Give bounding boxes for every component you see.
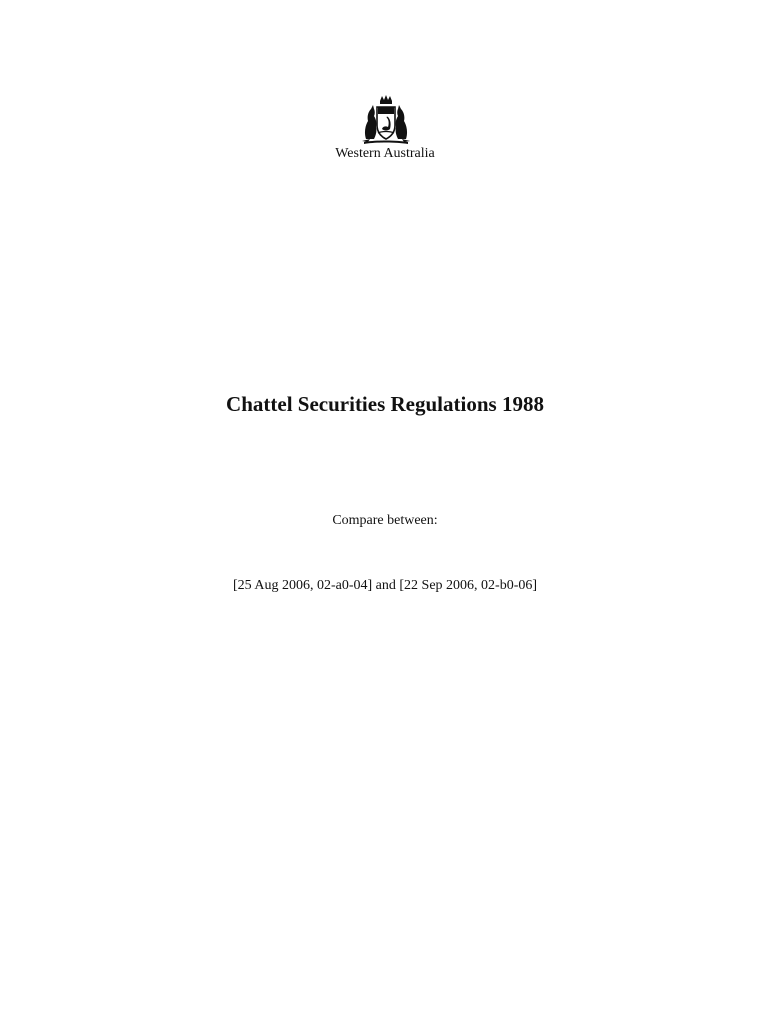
compare-range: [25 Aug 2006, 02-a0-04] and [22 Sep 2006, 02-b0-06] [232, 578, 538, 593]
jurisdiction-label: Western Australia [335, 146, 435, 161]
compare-label: Compare between: [332, 513, 438, 528]
document-title: Chattel Securities Regulations 1988 [226, 392, 544, 416]
coat-of-arms-icon [356, 93, 416, 145]
